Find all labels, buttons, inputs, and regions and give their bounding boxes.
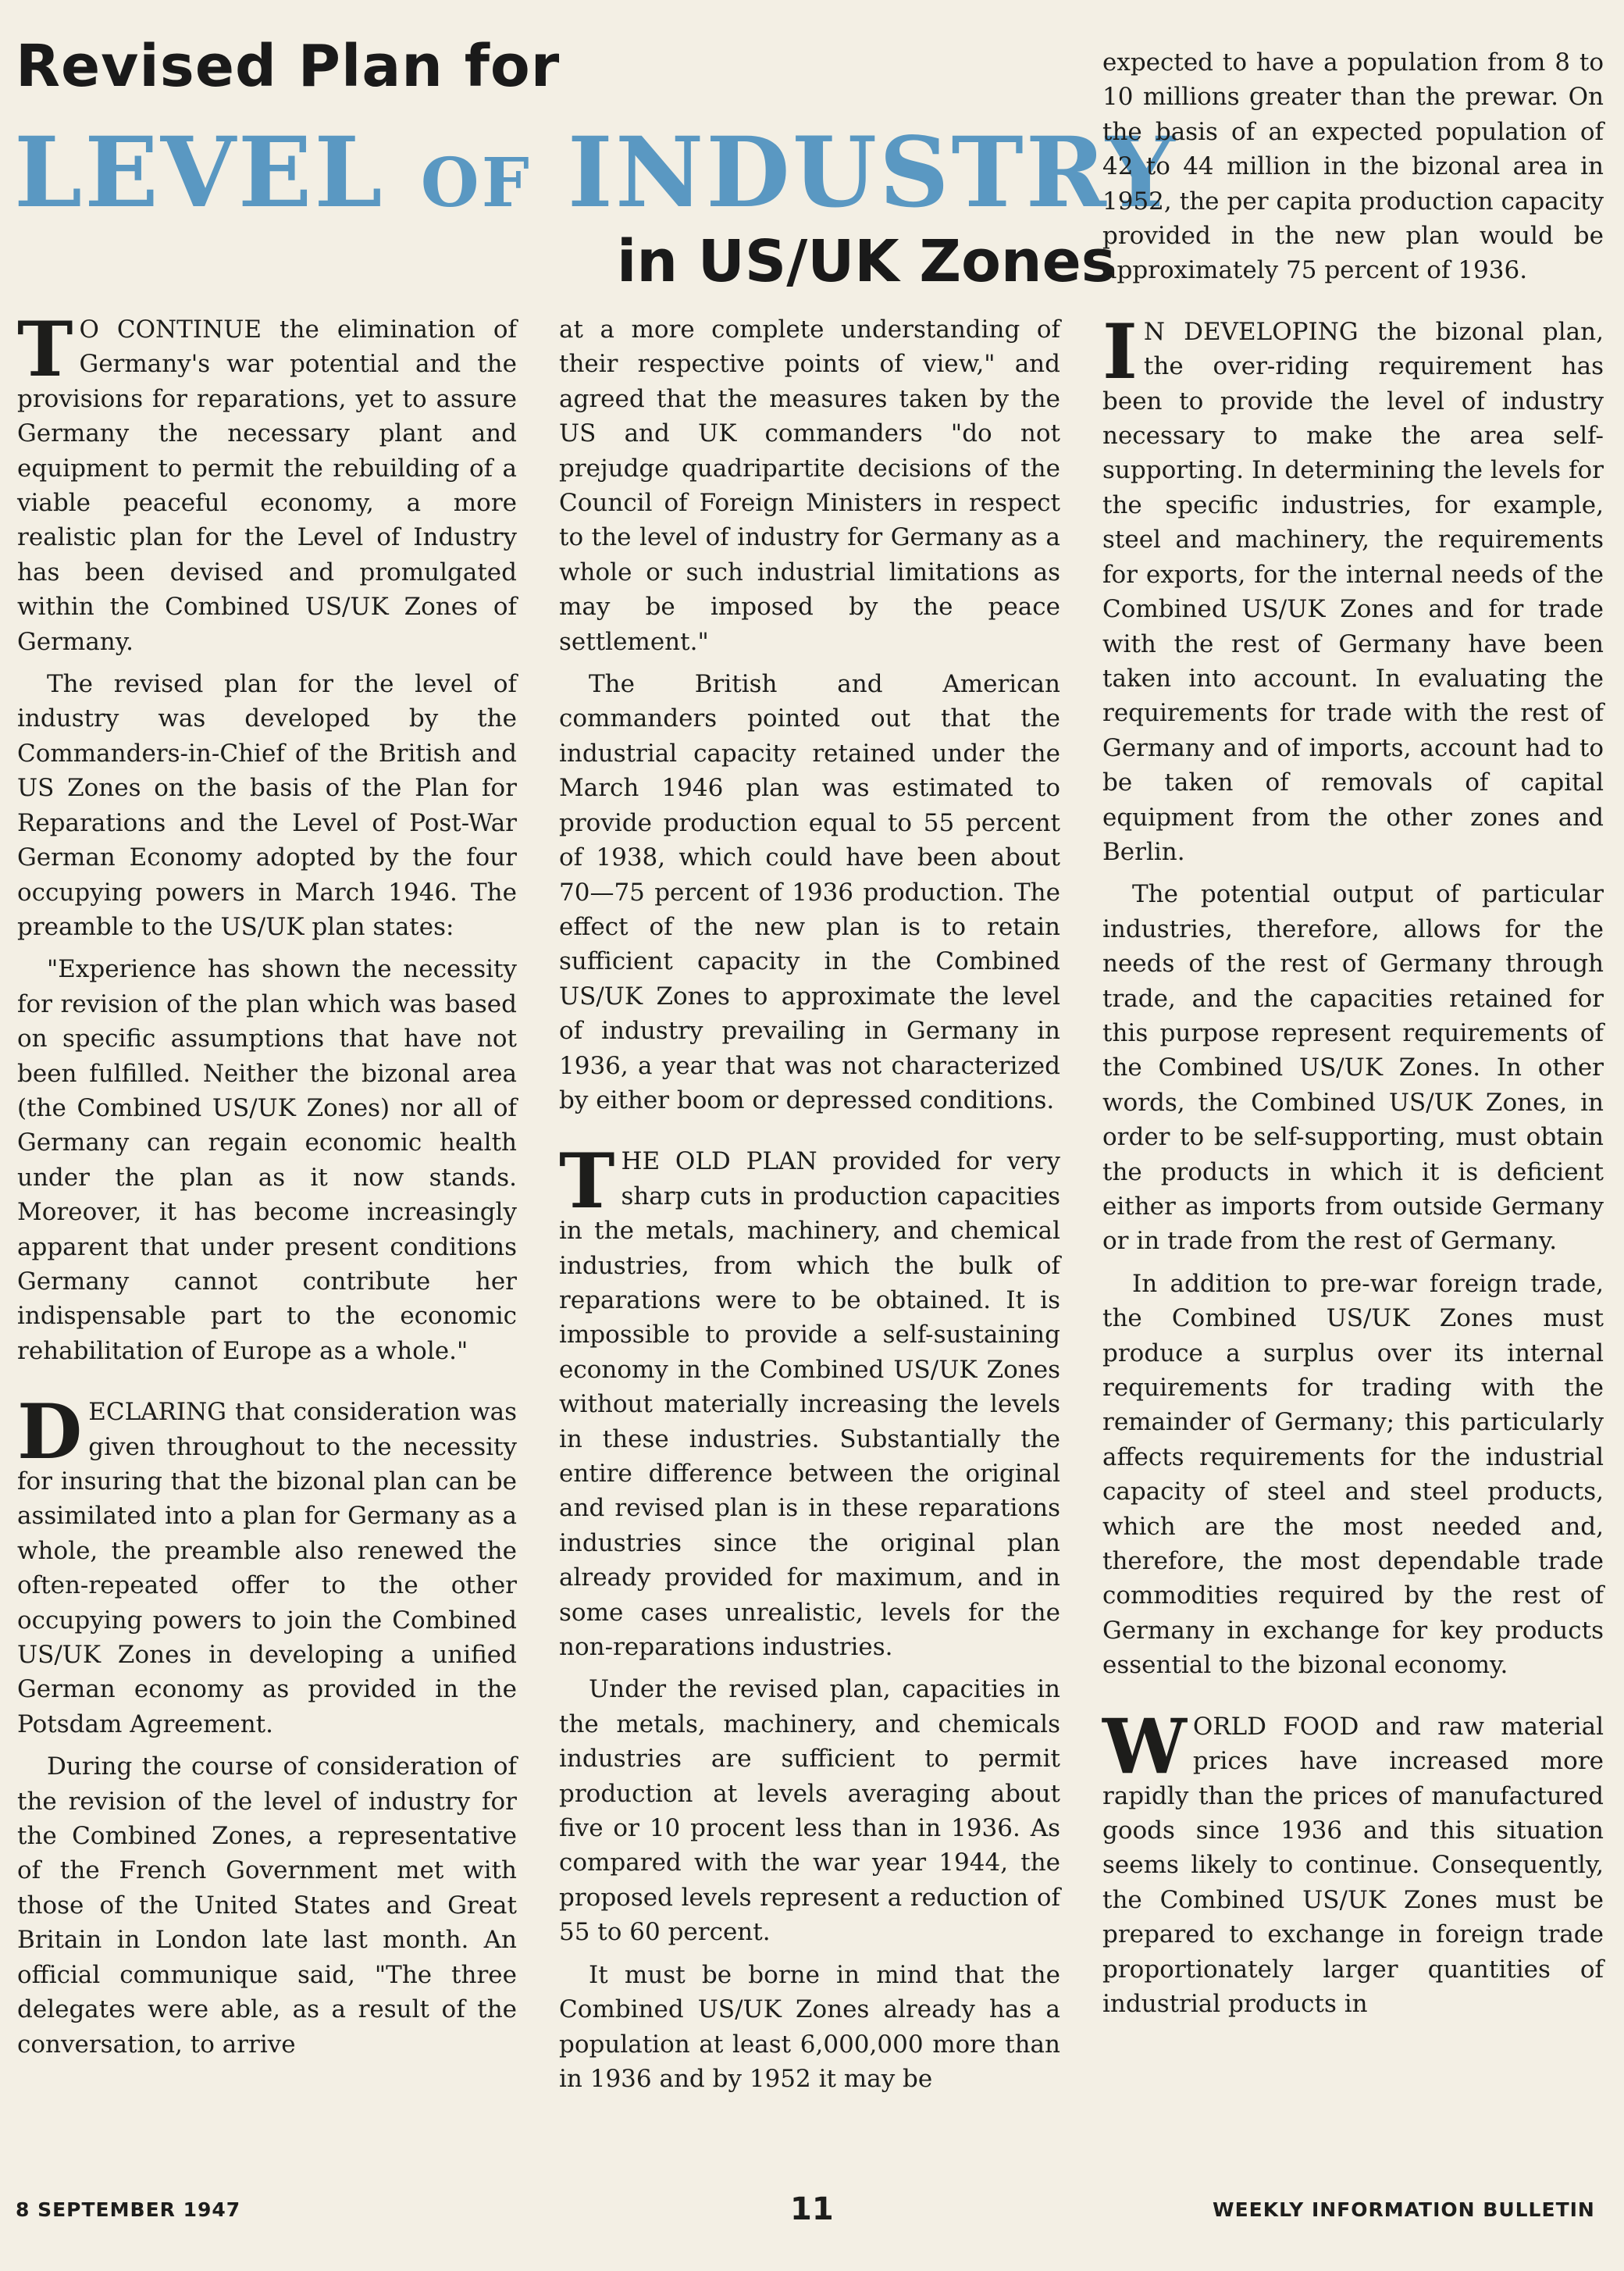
paragraph-text: provided for very sharp cuts in production capacities in the metals, machinery, and chemical industries, from which the bulk of reparations were to be obtained. It is impossible to provide a self-sustaining economy in the Combined US/UK Zones without materially increasing the levels in these industries. Substantially the entire difference between the original and revised plan is in these reparations industries since the original plan already provided for maximum, and in some cases unrealistic, levels for the non-reparations industries. [559,1147,1061,1662]
paragraph: The revised plan for the level of industry was developed by the Commanders-in-Chief of the British and US Zones on the basis of the Plan for Reparations and the Level of Post-War German Economy adopted by the four occupying powers in March 1946. The preamble to the US/UK plan states: [17,670,517,941]
paragraph [559,1137,1061,1664]
paragraph: In addition to pre-war foreign trade, the Combined US/UK Zones must produce a surplus over its internal requirements for trading with the remainder of Germany; this particularly affects requirements for the industrial capacity of steel and steel products, which are the most needed and, therefore, the most dependable trade commodities required by the rest of Germany in exchange for key products essential to the bizonal economy. [1102,1269,1604,1680]
drop-cap: T [559,1137,615,1226]
drop-cap: I [1102,307,1138,396]
paragraph-text: that consideration was given throughout to the necessity for insuring that the bizonal plan can be assimilated into a plan for Germany as a whole, the preamble also renewed the often-repeated offer to the other occupying powers to join the Combined US/UK Zones in developing a unified German economy as provided in the Potsdam Agreement. [17,1398,517,1738]
paragraph-text: and raw material prices have increased more rapidly than the prices of manufactured goods since 1936 and this situation seems likely to continue. Consequently, the Combined US/UK Zones must be prepared to exchange in foreign trade proportionately larger quantities of industrial products in [1102,1712,1604,2018]
headline-subtitle: in US/UK Zones [617,228,1116,295]
page-number: 11 [790,2191,834,2227]
article-column-3 [1102,45,1604,2021]
paragraph [1102,307,1604,870]
block-quote: "Experience has shown the necessity for revision of the plan which was based on specific assumptions that have not been fulfilled. Neither the bizonal area (the Combined US/UK Zones) nor all of Germany can regain economic health under the plan as it now stands. Moreover, it has become increasingly apparent that under present conditions Germany cannot contribute her indispensable part to the economic rehabilitation of Europe as a whole." [17,955,517,1365]
drop-cap: T [17,305,73,394]
paragraph: The British and American commanders pointed out that the industrial capacity retained under the March 1946 plan was estimated to provide production equal to 55 percent of 1938, which could have been about 70—75 percent of 1936 production. The effect of the new plan is to retain sufficient capacity in the Combined US/UK Zones to approximate the level of industry prevailing in Germany in 1936, a year that was not characterized by either boom or depressed conditions. [559,670,1060,1114]
drop-cap: D [17,1388,83,1477]
headline-main-part-3: INDUSTRY [531,116,1177,230]
paragraph [17,305,517,659]
headline-main-part-1: LEVEL [14,116,421,230]
footer-publication: WEEKLY INFORMATION BULLETIN [1213,2198,1595,2221]
article-column-2 [559,312,1060,2096]
headline-main [14,116,1177,230]
headline-line-1: Revised Plan for [16,33,561,100]
lead-in: O CONTINUE [79,316,262,344]
paragraph-text: the elimination of Germany's war potential and the provisions for reparations, yet to assure Germany the necessary plant and equipment to permit the rebuilding of a viable peaceful economy, a more realistic plan for the Level of Industry has been devised and promulgated within the Combined US/UK Zones of Germany. [17,316,517,656]
headline-main-part-2: OF [420,144,532,223]
paragraph: at a more complete understanding of their respective points of view," and agreed that the measures taken by the US and UK commanders "do not prejudge quadripartite decisions of the Council of Foreign Ministers in respect to the level of industry for Germany as a whole or such industrial limitations as may be imposed by the peace settlement." [559,316,1060,656]
paragraph: The potential output of particular industries, therefore, allows for the needs of the rest of Germany through trade, and the capacities retained for this purpose represent requirements of the Combined US/UK Zones. In other words, the Combined US/UK Zones, in order to be self-supporting, must obtain the products in which it is deficient either as imports from outside Germany or in trade from the rest of Germany. [1102,880,1604,1256]
article-column-1 [17,305,517,2062]
drop-cap: W [1102,1702,1187,1791]
paragraph: It must be borne in mind that the Combined US/UK Zones already has a population at least 6,000,000 more than in 1936 and by 1952 it may be [559,1960,1060,2093]
paragraph: expected to have a population from 8 to 10 millions greater than the prewar. On the basis of an expected population of 42 to 44 million in the bizonal area in 1952, the per capita production capacity provided in the new plan would be approximately 75 percent of 1936. [1102,48,1604,285]
paragraph: During the course of consideration of the revision of the level of industry for the Combined Zones, a representative of the French Government met with those of the United States and Great Britain in London late last month. An official communique said, "The three delegates were able, as a result of the conversation, to arrive [17,1752,517,2059]
paragraph-text: the bizonal plan, the over-riding requirement has been to provide the level of industry necessary to make the area self-supporting. In determining the levels for the specific industries, for example, steel and machinery, the requirements for exports, for the internal needs of the Combined US/UK Zones and for trade with the rest of Germany have been taken into account. In evaluating the requirements for trade with the rest of Germany and of imports, account had to be taken of removals of capital equipment from the other zones and Berlin. [1102,317,1604,866]
footer-date: 8 SEPTEMBER 1947 [16,2198,241,2221]
lead-in: ECLARING [88,1398,227,1427]
lead-in: ORLD FOOD [1192,1712,1359,1741]
paragraph: Under the revised plan, capacities in the metals, machinery, and chemicals industries are sufficient to permit production at levels averaging about five or 10 procent less than in 1936. As compared with the war year 1944, the proposed levels represent a reduction of 55 to 60 percent. [559,1675,1060,1947]
lead-in: HE OLD PLAN [621,1147,817,1176]
paragraph [17,1388,517,1742]
paragraph [1102,1702,1604,2022]
lead-in: N DEVELOPING [1143,317,1359,346]
